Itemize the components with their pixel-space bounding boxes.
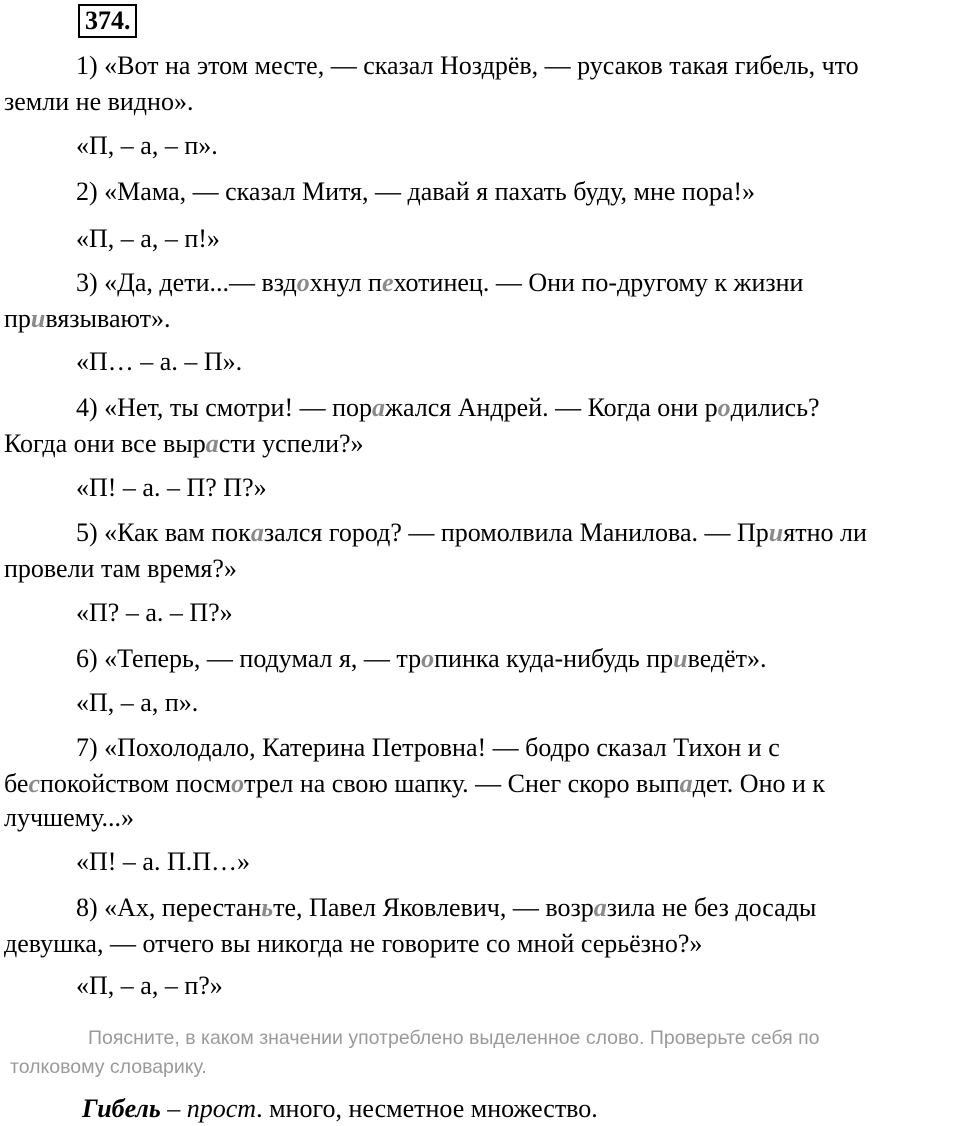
answer-dash: – <box>160 1094 187 1123</box>
sentence-text: бе <box>4 769 29 798</box>
sentence-8-line-1 <box>76 890 816 926</box>
exercise-number: 374. <box>78 4 137 38</box>
sentence-text: те, Павел Яковлевич, — возр <box>273 893 594 922</box>
highlighted-letter: а <box>372 393 386 422</box>
sentence-1-line-2 <box>4 84 193 120</box>
scheme-5: «П? – а. – П?» <box>76 598 233 627</box>
sentence-text: хнул п <box>309 268 382 297</box>
highlighted-letter: о <box>296 268 310 297</box>
sentence-4-line-2 <box>4 426 364 462</box>
sentence-text: Когда они все выр <box>4 429 206 458</box>
highlighted-letter: а <box>593 893 607 922</box>
scheme-4: «П! – а. – П? П?» <box>76 473 267 502</box>
highlighted-letter: а <box>250 518 264 547</box>
sentence-text: дет. Оно и к <box>692 769 826 798</box>
task-text-line-1: Поясните, в каком значении употреблено выделенное слово. Проверьте себя по <box>88 1027 820 1049</box>
sentence-text: 6) «Теперь, — подумал я, — тр <box>76 644 422 673</box>
sentence-1-line-1 <box>76 48 859 84</box>
sentence-text: пинка куда-нибудь пр <box>434 644 674 673</box>
scheme-7: «П! – а. П.П…» <box>76 847 251 876</box>
sentence-text: 7) «Похолодало, Катерина Петровна! — бодро сказал Тихон и с <box>76 733 780 762</box>
sentence-3-line-2 <box>4 301 170 337</box>
highlighted-letter: и <box>30 304 46 333</box>
sentence-text: жался Андрей. — Когда они р <box>385 393 718 422</box>
highlighted-letter: о <box>421 644 435 673</box>
sentence-text: вязывают». <box>45 304 171 333</box>
sentence-text: зила не без досады <box>606 893 817 922</box>
scheme-1: «П, – а, – п». <box>76 131 218 160</box>
highlighted-letter: ь <box>261 893 274 922</box>
sentence-text: сти успели?» <box>218 429 364 458</box>
highlighted-letter: о <box>717 393 731 422</box>
sentence-text: провели там время?» <box>4 554 237 583</box>
sentence-2-line-1 <box>76 174 755 210</box>
highlighted-letter: е <box>381 268 394 297</box>
sentence-6-line-1 <box>76 641 767 677</box>
sentence-text: земли не видно». <box>4 87 194 116</box>
sentence-5-line-2 <box>4 551 237 587</box>
task-text-line-2: толковому словарику. <box>10 1056 207 1078</box>
sentence-text: 4) «Нет, ты смотри! — пор <box>76 393 373 422</box>
sentence-8-line-2 <box>4 926 702 962</box>
sentence-text: дились? <box>730 393 820 422</box>
sentence-text: 3) «Да, дети...— взд <box>76 268 297 297</box>
highlighted-letter: с <box>28 769 40 798</box>
highlighted-letter: а <box>205 429 219 458</box>
answer-term: Гибель <box>82 1094 161 1123</box>
sentence-5-line-1 <box>76 515 867 551</box>
sentence-text: хотинец. — Они по-другому к жизни <box>393 268 804 297</box>
sentence-text: лучшему...» <box>4 803 134 832</box>
scheme-6: «П, – а, п». <box>76 688 199 717</box>
sentence-7-line-1 <box>76 730 780 766</box>
sentence-text: покойством посм <box>39 769 232 798</box>
answer-usage-mark: прост <box>186 1094 257 1123</box>
sentence-text: ведёт». <box>687 644 767 673</box>
sentence-text: 5) «Как вам пок <box>76 518 251 547</box>
sentence-text: ятно ли <box>783 518 867 547</box>
sentence-7-line-2 <box>4 766 825 802</box>
sentence-7-line-3 <box>4 800 134 836</box>
sentence-text: 8) «Ах, перестан <box>76 893 262 922</box>
sentence-text: 1) «Вот на этом месте, — сказал Ноздрёв, — русаков такая гибель, что <box>76 51 859 80</box>
sentence-4-line-1 <box>76 390 820 426</box>
sentence-text: девушка, — отчего вы никогда не говорите со мной серьёзно?» <box>4 929 703 958</box>
scheme-3: «П… – а. – П». <box>76 347 243 376</box>
highlighted-letter: и <box>673 644 688 673</box>
sentence-3-line-1 <box>76 265 803 301</box>
answer-definition <box>82 1092 598 1126</box>
answer-meaning: . много, несметное множество. <box>256 1094 598 1123</box>
sentence-text: трел на свою шапку. — Снег скоро вып <box>244 769 680 798</box>
sentence-text: зался город? — промолвила Манилова. — Пр <box>263 518 769 547</box>
sentence-text: 2) «Мама, — сказал Митя, — давай я пахать буду, мне пора!» <box>76 177 756 206</box>
highlighted-letter: о <box>231 769 245 798</box>
scheme-8: «П, – а, – п?» <box>76 971 223 1000</box>
scheme-2: «П, – а, – п!» <box>76 224 220 253</box>
highlighted-letter: и <box>768 518 784 547</box>
sentence-text: пр <box>4 304 31 333</box>
highlighted-letter: а <box>679 769 693 798</box>
